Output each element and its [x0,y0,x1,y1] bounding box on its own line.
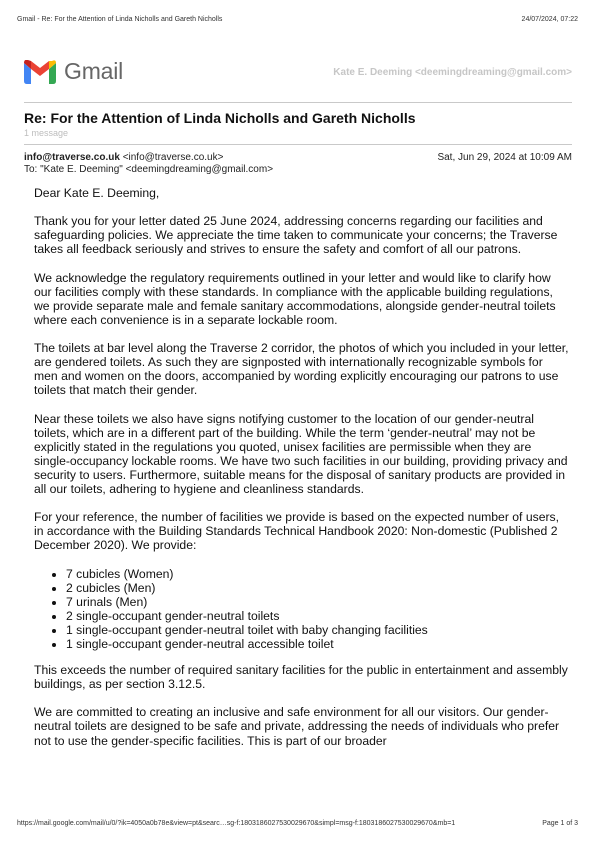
body-paragraph: Near these toilets we also have signs notifying customer to the location of our gender-neutral toilets, which are in a different part of the building. While the term ‘gender-neutral’ may not be explicitly stated in the regulations you quoted, unisex facilities are permissible when they are single-occupancy lockable rooms. We have two such facilities in our building, providing privacy and security to users. Furthermore, suitable means for the disposal of sanitary products are provided in all our toilets, adhering to hygiene and cleanliness standards. [34,411,568,496]
list-item: • 1 single-occupant gender-neutral accessible toilet [66,637,569,651]
message-date: Sat, Jun 29, 2024 at 10:09 AM [437,152,572,163]
sender-email: <info@traverse.co.uk> [122,152,224,163]
sender-name[interactable]: info@traverse.co.uk [24,152,120,163]
thread-subject: Re: For the Attention of Linda Nicholls and Gareth Nicholls [24,110,416,126]
message-count: 1 message [24,128,69,138]
print-footer [17,820,578,827]
gmail-header [24,58,572,88]
facilities-list [34,567,569,652]
body-paragraph: We acknowledge the regulatory requirements outlined in your letter and would like to clarify how our facilities comply with these standards. In compliance with the applicable building regulations, we provide separate male and female sanitary accommodations, alongside gender-neutral toilets where each convenience is in a separate lockable room. [34,270,556,327]
print-header [17,16,578,23]
gmail-wordmark: Gmail [64,58,124,84]
message-body [34,186,569,762]
body-paragraph: This exceeds the number of required sanitary facilities for the public in entertainment and assembly buildings, as per section 3.12.5. [34,663,568,692]
list-item: • 7 cubicles (Women) [66,567,569,581]
print-datetime: 24/07/2024, 07:22 [521,16,578,23]
body-paragraph: Thank you for your letter dated 25 June 2024, addressing concerns regarding our facilities and safeguarding policies. We appreciate the time taken to communicate your concerns; the Traverse takes all feedback seriously and strives to ensure the safety and comfort of all our patrons. [34,214,558,257]
body-paragraph: The toilets at bar level along the Traverse 2 corridor, the photos of which you included in your letter, are gendered toilets. As such they are signposted with internationally recognizable symbols for men and women on the doors, accompanied by wording explicitly encouraging our patrons to use toilets that match their gender. [34,341,569,398]
header-divider [24,102,572,103]
message-header [24,152,572,163]
list-item: • 1 single-occupant gender-neutral toilet with baby changing facilities [66,623,569,637]
recipient-line: To: "Kate E. Deeming" <deemingdreaming@gmail.com> [24,164,274,175]
greeting: Dear Kate E. Deeming, [34,186,160,200]
page-number: Page 1 of 3 [542,820,578,827]
body-paragraph: We are committed to creating an inclusive and safe environment for all our visitors. Our gender-neutral toilets are designed to be safe and private, addressing the needs of individuals who prefer not to use the gender-specific facilities. This is part of our broader [34,705,560,748]
list-item: • 7 urinals (Men) [66,595,569,609]
print-url: https://mail.google.com/mail/u/0/?ik=4050a0b78e&view=pt&searc…sg-f:1803186027530029670&simpl=msg-f:1803186027530029670&mb=1 [17,820,456,827]
gmail-m-icon [24,60,56,84]
gmail-logo[interactable] [24,58,123,85]
body-paragraph: For your reference, the number of facilities we provide is based on the expected number of users, in accordance with the Building Standards Technical Handbook 2020: Non-domestic (Published 2 December 2020). We provide: [34,510,560,553]
subject-divider [24,144,572,145]
account-email: Kate E. Deeming <deemingdreaming@gmail.com> [333,67,572,78]
print-title: Gmail - Re: For the Attention of Linda Nicholls and Gareth Nicholls [17,16,223,23]
list-item: • 2 cubicles (Men) [66,581,569,595]
list-item: • 2 single-occupant gender-neutral toilets [66,609,569,623]
